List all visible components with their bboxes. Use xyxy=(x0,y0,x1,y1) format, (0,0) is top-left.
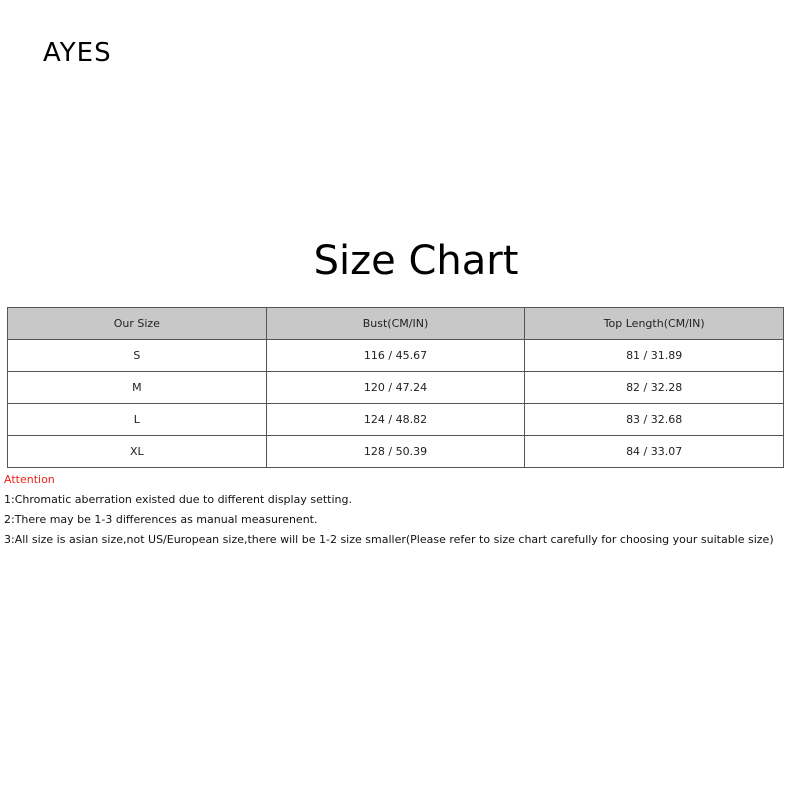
cell-size: S xyxy=(8,340,267,372)
table-row xyxy=(8,404,784,436)
note-line: 1:Chromatic aberration existed due to different display setting. xyxy=(4,493,352,506)
header-top-length: Top Length(CM/IN) xyxy=(525,308,784,340)
cell-bust: 116 / 45.67 xyxy=(266,340,525,372)
note-line: 3:All size is asian size,not US/European size,there will be 1-2 size smaller(Please refer to size chart carefully for choosing your suitable size) xyxy=(4,533,774,546)
cell-size: M xyxy=(8,372,267,404)
table-header xyxy=(8,308,784,340)
size-chart-table xyxy=(7,307,784,468)
cell-bust: 128 / 50.39 xyxy=(266,436,525,468)
table-row xyxy=(8,436,784,468)
brand-logo-text: AYES xyxy=(43,38,112,68)
table-row xyxy=(8,372,784,404)
header-bust: Bust(CM/IN) xyxy=(266,308,525,340)
header-our-size: Our Size xyxy=(8,308,267,340)
table-body xyxy=(8,340,784,468)
table-row xyxy=(8,340,784,372)
cell-bust: 120 / 47.24 xyxy=(266,372,525,404)
header-row xyxy=(8,308,784,340)
cell-size: XL xyxy=(8,436,267,468)
cell-top-length: 81 / 31.89 xyxy=(525,340,784,372)
cell-top-length: 84 / 33.07 xyxy=(525,436,784,468)
cell-size: L xyxy=(8,404,267,436)
cell-top-length: 82 / 32.28 xyxy=(525,372,784,404)
cell-top-length: 83 / 32.68 xyxy=(525,404,784,436)
cell-bust: 124 / 48.82 xyxy=(266,404,525,436)
attention-heading: Attention xyxy=(4,473,55,486)
notes-section xyxy=(4,473,774,553)
page-title: Size Chart xyxy=(313,238,519,284)
note-line: 2:There may be 1-3 differences as manual measurenent. xyxy=(4,513,318,526)
